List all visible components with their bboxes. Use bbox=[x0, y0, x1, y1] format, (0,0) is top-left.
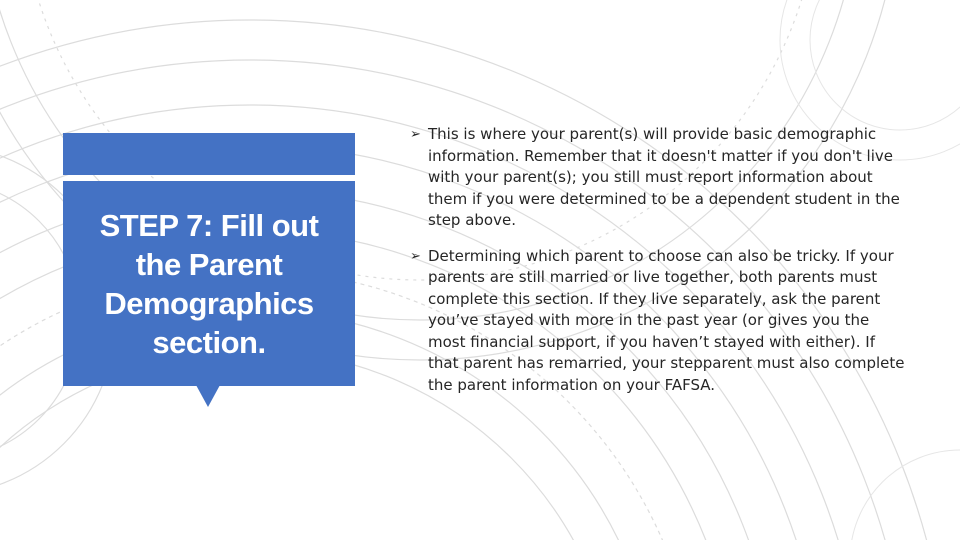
bullet-list bbox=[410, 124, 910, 410]
slide-title: STEP 7: Fill out the Parent Demographics section. bbox=[99, 207, 319, 360]
title-pointer bbox=[196, 385, 220, 407]
bullet-item bbox=[410, 124, 910, 232]
title-accent-bar bbox=[63, 133, 355, 175]
bullet-text: Determining which parent to choose can also be tricky. If your parents are still married or live together, both parents must complete this section. If they live separately, ask the parent you’ve stayed with more in the past year (or gives you the most financial support, if you haven’t stayed with either). If that parent has remarried, your stepparent must also complete the parent information on your FAFSA. bbox=[428, 246, 905, 394]
arc-line bbox=[810, 0, 960, 130]
bullet-text: This is where your parent(s) will provide basic demographic information. Remember that it doesn't matter if you don't live with your parent(s); you still must report information about them if you were determined to be a dependent student in the step above. bbox=[428, 125, 900, 229]
bullet-item bbox=[410, 246, 910, 397]
arc-line bbox=[850, 450, 960, 540]
arrow-bullet-icon: ➢ bbox=[410, 127, 421, 142]
title-box bbox=[63, 181, 355, 386]
arrow-bullet-icon: ➢ bbox=[410, 248, 421, 264]
